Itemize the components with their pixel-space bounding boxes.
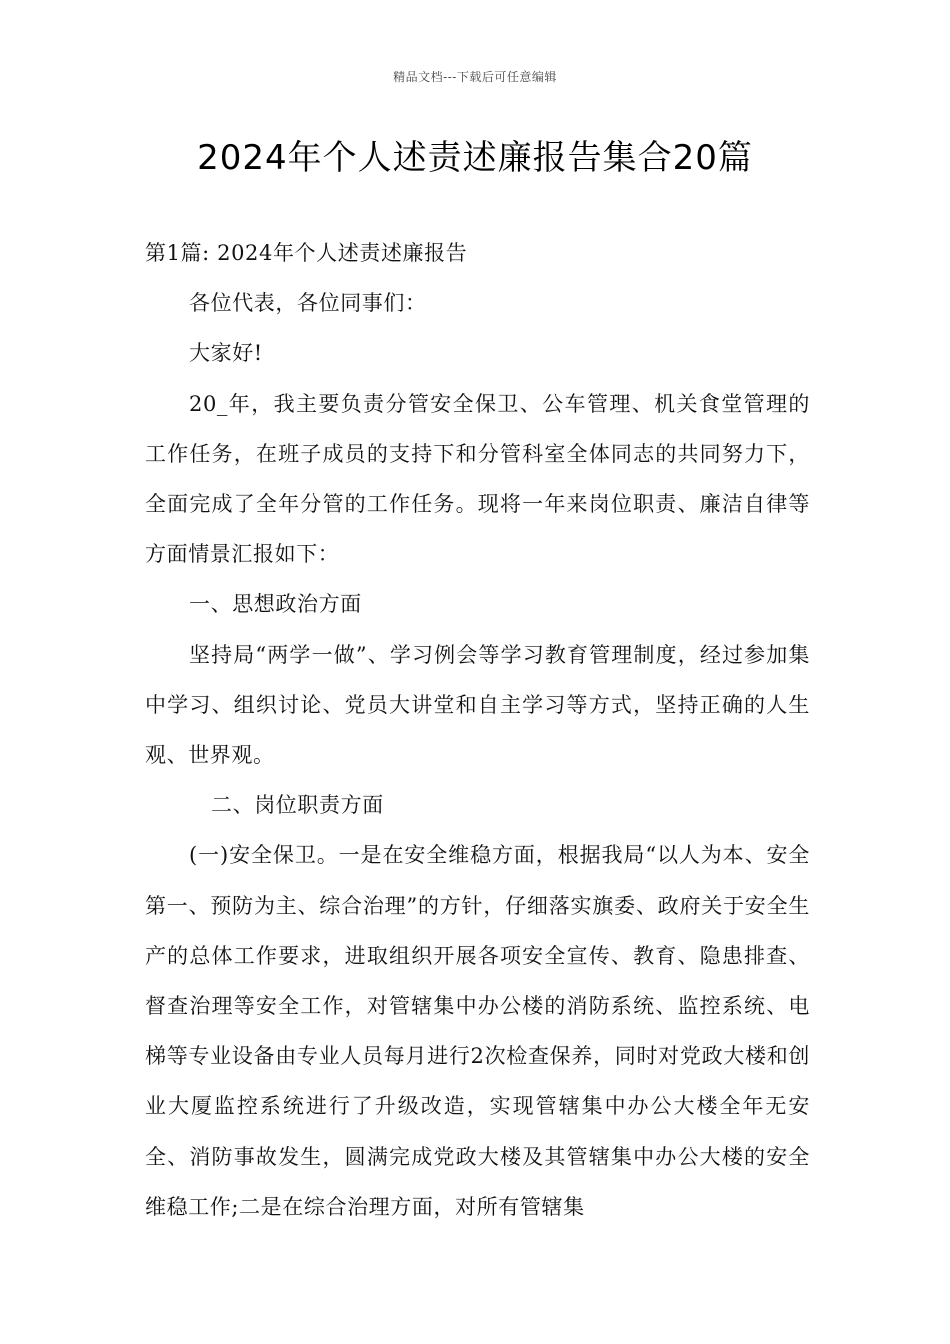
section-heading: 第1篇: 2024年个人述责述廉报告 bbox=[145, 241, 468, 265]
intro-paragraph: 20_年，我主要负责分管安全保卫、公车管理、机关食堂管理的工作任务，在班子成员的支持下和分管科室全体同志的共同努力下，全面完成了全年分管的工作任务。现将一年来岗位职责、廉洁自律等方面情景汇报如下： bbox=[145, 391, 810, 567]
greeting-paragraph: 大家好! bbox=[189, 341, 263, 366]
heading-political: 一、思想政治方面 bbox=[189, 592, 362, 617]
political-paragraph: 坚持局“两学一做”、学习例会等学习教育管理制度，经过参加集中学习、组织讨论、党员大讲堂和自主学习等方式，坚持正确的人生观、世界观。 bbox=[145, 642, 810, 768]
document-body bbox=[145, 228, 810, 1232]
header-note: 精品文档---下载后可任意编辑 bbox=[393, 70, 557, 84]
salutation-paragraph: 各位代表，各位同事们： bbox=[189, 291, 427, 316]
heading-duties: 二、岗位职责方面 bbox=[211, 793, 384, 818]
document-title: 2024年个人述责述廉报告集合20篇 bbox=[197, 138, 753, 178]
security-paragraph: (一)安全保卫。一是在安全维稳方面，根据我局“以人为本、安全第一、预防为主、综合治理”的方针，仔细落实旗委、政府关于安全生产的总体工作要求，进取组织开展各项安全宣传、教育、隐患排查、督查治理等安全工作，对管辖集中办公楼的消防系统、监控系统、电梯等专业设备由专业人员每月进行2次检查保养，同时对党政大楼和创业大厦监控系统进行了升级改造，实现管辖集中办公大楼全年无安全、消防事故发生，圆满完成党政大楼及其管辖集中办公大楼的安全维稳工作;二是在综合治理方面，对所有管辖集 bbox=[145, 843, 810, 1219]
